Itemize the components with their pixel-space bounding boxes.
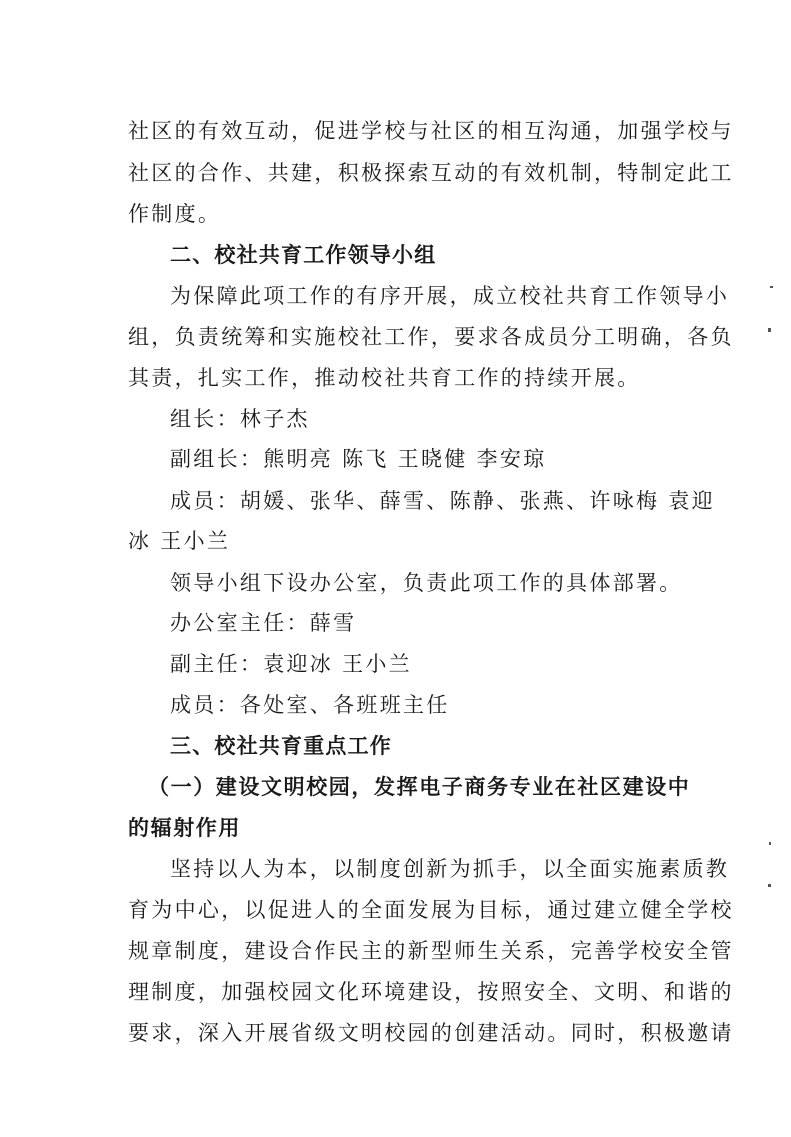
subsection-heading: 的辐射作用: [128, 815, 241, 840]
scan-speck: [768, 884, 771, 887]
scan-speck: [770, 286, 773, 288]
body-line: 成员：各处室、各班班主任: [170, 693, 450, 717]
body-line: 育为中心，以促进人的全面发展为目标，通过建立健全学校: [128, 898, 734, 922]
body-line: 作制度。: [128, 202, 222, 226]
body-line: 坚持以人为本，以制度创新为抓手，以全面实施素质教: [170, 857, 730, 881]
scan-speck: [768, 328, 771, 332]
body-line: 组，负责统筹和实施校社工作，要求各成员分工明确，各负: [128, 325, 734, 349]
body-line: 副主任：袁迎冰 王小兰: [170, 652, 412, 676]
body-line: 社区的合作、共建，积极探索互动的有效机制，特制定此工: [128, 161, 734, 185]
subsection-heading: （一）建设文明校园，发挥电子商务专业在社区建设中: [148, 774, 691, 799]
section-heading: 二、校社共育工作领导小组: [170, 242, 437, 267]
body-line: 副组长：熊明亮 陈飞 王晓健 李安琼: [170, 447, 547, 471]
body-line: 成员：胡媛、张华、薛雪、陈静、张燕、许咏梅 袁迎: [170, 489, 715, 513]
scan-speck: [769, 842, 771, 845]
section-heading: 三、校社共育重点工作: [170, 733, 392, 758]
body-line: 组长：林子杰: [170, 407, 310, 431]
body-line: 理制度，加强校园文化环境建设，按照安全、文明、和谐的: [128, 980, 734, 1004]
body-line: 社区的有效互动，促进学校与社区的相互沟通，加强学校与: [128, 119, 734, 143]
body-line: 其责，扎实工作，推动校社共育工作的持续开展。: [128, 366, 641, 390]
body-line: 为保障此项工作的有序开展，成立校社共育工作领导小: [170, 284, 730, 308]
body-line: 办公室主任：薛雪: [170, 611, 357, 635]
body-line: 领导小组下设办公室，负责此项工作的具体部署。: [170, 571, 683, 595]
body-line: 规章制度，建设合作民主的新型师生关系，完善学校安全管: [128, 939, 734, 963]
body-line: 冰 王小兰: [128, 529, 231, 553]
body-line: 要求，深入开展省级文明校园的创建活动。同时，积极邀请: [128, 1021, 734, 1045]
